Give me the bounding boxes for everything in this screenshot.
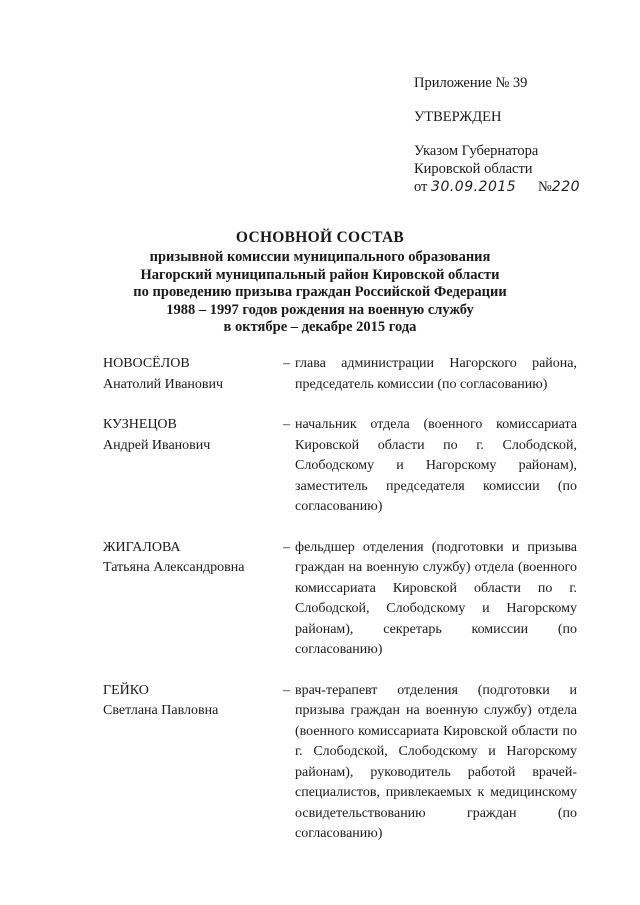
title-line: Нагорский муниципальный район Кировской области: [140, 266, 500, 283]
member-given-name: Светлана Павловна: [103, 703, 219, 718]
decree-line-1: Указом Губернатора: [414, 143, 539, 159]
member-given-name: Анатолий Иванович: [103, 376, 224, 392]
member-name: [103, 415, 283, 518]
member-entry: [103, 415, 583, 518]
member-dash: –: [283, 417, 290, 432]
title-line: призывной комиссии муниципального образования: [149, 249, 491, 265]
decree-date: 30.09.2015: [431, 179, 517, 195]
member-role: врач-терапевт отделения (подготовки и призыва граждан на военную службу) отдела (военного комиссариата Кировской области по г. Слободской, Слободскому и Нагорскому районам), руководитель работой врачей-специалистов, привлекаемых к медицинскому освидетельствованию граждан (по согласованию): [295, 682, 577, 841]
member-name: [103, 538, 283, 661]
decree-date-line: [414, 178, 614, 196]
member-given-name: Татьяна Александровна: [103, 560, 245, 575]
document-title: [80, 228, 560, 337]
title-line: в октябре – декабре 2015 года: [223, 319, 417, 335]
member-dash: –: [283, 356, 290, 371]
member-role: фельдшер отделения (подготовки и призыва граждан на военную службу) отдела (военного комиссариата Кировской области по г. Слободской, Слободскому и Нагорскому районам), секретарь комиссии (по согласованию): [295, 539, 577, 657]
member-entry: [103, 681, 583, 845]
member-dash: –: [283, 539, 290, 555]
member-surname: НОВОСЁЛОВ: [103, 356, 190, 371]
approval-block: [414, 74, 614, 196]
number-prefix: №: [537, 179, 552, 195]
decree-line-2: Кировской области: [414, 161, 533, 177]
member-surname: ГЕЙКО: [103, 682, 149, 698]
title-line: по проведению призыва граждан Российской Федерации: [133, 284, 507, 300]
member-name: [103, 354, 283, 395]
member-surname: КУЗНЕЦОВ: [103, 417, 177, 432]
member-role: глава администрации Нагорского района, председатель комиссии (по согласованию): [295, 356, 577, 392]
member-entry: [103, 354, 583, 395]
date-prefix: от: [414, 179, 428, 195]
approved-heading: УТВЕРЖДЕН: [414, 109, 502, 125]
member-surname: ЖИГАЛОВА: [103, 539, 181, 555]
member-given-name: Андрей Иванович: [103, 437, 211, 453]
appendix-number: Приложение № 39: [414, 75, 528, 91]
member-entry: [103, 538, 583, 661]
title-main: ОСНОВНОЙ СОСТАВ: [235, 229, 405, 246]
member-dash: –: [283, 682, 290, 698]
members-list: [103, 354, 583, 845]
member-role: начальник отдела (военного комиссариата Кировской области по г. Слободской, Слободскому и Нагорскому районам), заместитель председателя комиссии (по согласованию): [295, 417, 577, 514]
title-line: 1988 – 1997 годов рождения на военную службу: [166, 301, 474, 318]
decree-number: 220: [551, 179, 581, 195]
member-name: [103, 681, 283, 845]
